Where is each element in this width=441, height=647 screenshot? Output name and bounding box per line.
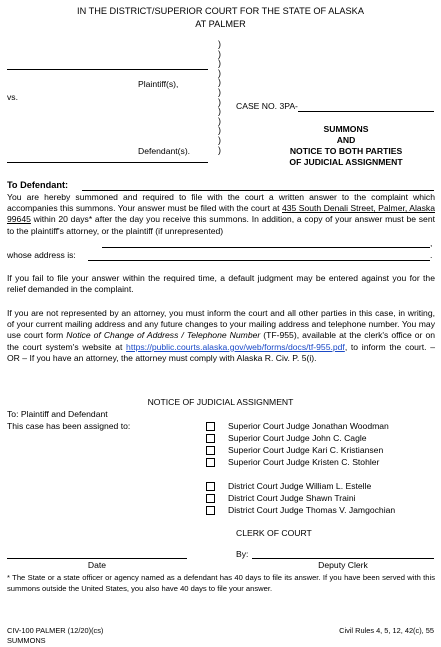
doc-title-notice: NOTICE TO BOTH PARTIES — [289, 146, 403, 156]
date-label: Date — [87, 560, 107, 570]
assigned-to-line: This case has been assigned to: — [7, 421, 131, 431]
address-line[interactable] — [88, 260, 430, 261]
footnote: * The State or a state officer or agency named as a defendant has 40 days to file its answer. If you have been served with this summons outside the United States, you also have 40 days to file your answer. — [7, 573, 435, 593]
plaintiff-attorney-line[interactable] — [102, 247, 430, 248]
vs-label: vs. — [7, 92, 18, 102]
defendant-name-field-line[interactable] — [82, 190, 434, 191]
by-label: By: — [236, 549, 249, 559]
plaintiff-label: Plaintiff(s), — [138, 79, 179, 89]
defendant-name-line[interactable] — [7, 162, 208, 163]
deputy-signature-line[interactable] — [252, 558, 434, 559]
form-name: SUMMONS — [7, 636, 46, 645]
to-defendant-label: To Defendant: — [7, 180, 69, 190]
doc-title-assignment: OF JUDICIAL ASSIGNMENT — [289, 157, 403, 167]
checkbox[interactable] — [206, 422, 215, 431]
form-id: CIV-100 PALMER (12/20)(cs) — [7, 626, 104, 635]
case-number-label: CASE NO. 3PA- — [236, 101, 298, 111]
period-mark: . — [430, 250, 433, 260]
case-number-line[interactable] — [298, 111, 434, 112]
doc-title-summons: SUMMONS — [323, 124, 369, 134]
assignment-title: NOTICE OF JUDICIAL ASSIGNMENT — [147, 397, 294, 407]
court-address: 435 South Denali Street, Palmer, Alaska 99645 — [7, 203, 436, 225]
comma-mark: , — [430, 238, 433, 248]
address-change-paragraph: If you are not represented by an attorney, you must inform the court and all other parties in this case, in writing, of your current mailing address and any future changes to your mailing address and telephone number. You may use court form Notice of Change of Address / Telephone Number (TF-955), available at the clerk's office or on the court system's website at https://public.courts.alaska.gov/web/forms/docs/tf-955.pdf, to inform the court. – OR – If you have an attorney, the attorney must comply with Alaska R. Civ. P. 5(i). — [7, 308, 436, 363]
whose-address-label: whose address is: — [7, 250, 76, 260]
tf955-form-link[interactable]: https://public.courts.alaska.gov/web/forms/docs/tf-955.pdf — [126, 341, 345, 352]
plaintiff-name-line[interactable] — [7, 69, 208, 70]
default-judgment-paragraph: If you fail to file your answer within the required time, a default judgment may be entered against you for the relief demanded in the complaint. — [7, 273, 435, 295]
checkbox[interactable] — [206, 446, 215, 455]
summons-paragraph: You are hereby summoned and required to file with the court a written answer to the complaint which accompanies this summons. Your answer must be filed with the court at 435 South Denali Street, Palmer, Alaska 99645 within 20 days* after the day you receive this summons. In addition, a copy of your answer must be sent to the plaintiff's attorney, or the plaintiff (if unrepresented) — [7, 192, 436, 236]
checkbox[interactable] — [206, 458, 215, 467]
civil-rules: Civil Rules 4, 5, 12, 42(c), 55 — [339, 626, 434, 635]
doc-title-and: AND — [336, 135, 356, 145]
checkbox[interactable] — [206, 506, 215, 515]
clerk-of-court-label: CLERK OF COURT — [236, 528, 312, 538]
court-name-line1: IN THE DISTRICT/SUPERIOR COURT FOR THE STATE OF ALASKA — [77, 6, 364, 16]
assignment-to-line: To: Plaintiff and Defendant — [7, 409, 108, 419]
checkbox[interactable] — [206, 494, 215, 503]
deputy-clerk-label: Deputy Clerk — [318, 560, 368, 570]
checkbox[interactable] — [206, 482, 215, 491]
court-location-line: AT PALMER — [195, 19, 246, 29]
date-line[interactable] — [7, 558, 187, 559]
caption-parentheses: ) ) ) ) ) ) ) ) ) ) ) ) — [218, 39, 221, 155]
checkbox[interactable] — [206, 434, 215, 443]
defendant-label: Defendant(s). — [138, 146, 191, 156]
